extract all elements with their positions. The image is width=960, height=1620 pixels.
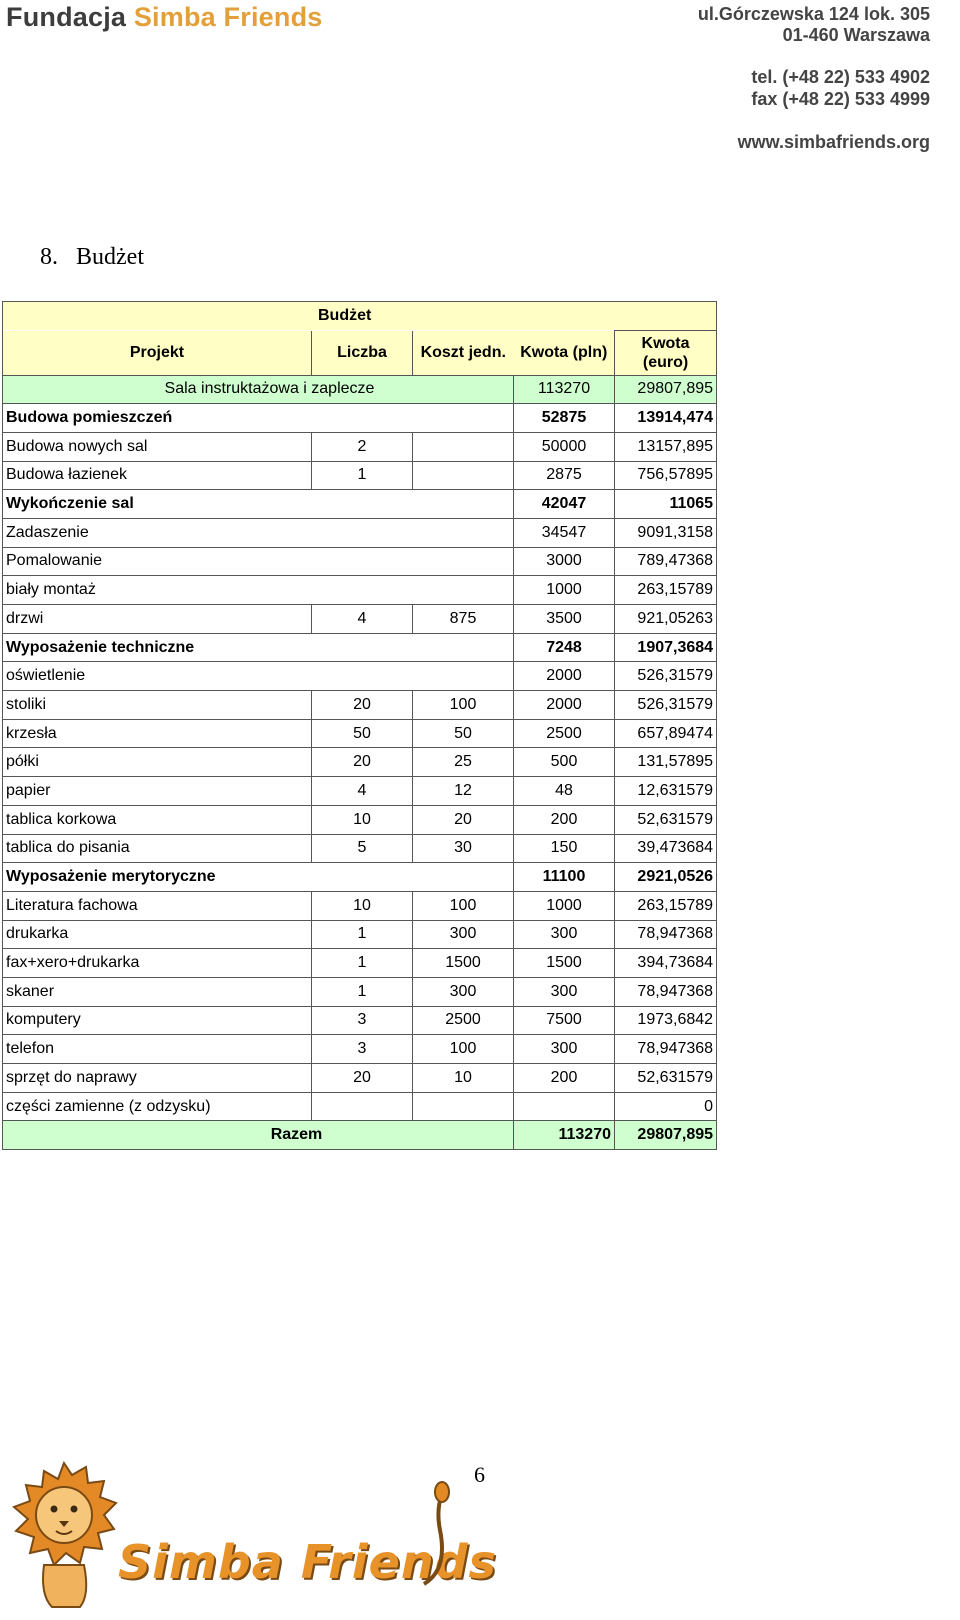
contact-block xyxy=(751,66,930,110)
cell-liczba: 1 xyxy=(312,920,413,949)
cell-kwota-pln: 2000 xyxy=(514,691,615,720)
cell-name: komputery xyxy=(3,1006,312,1035)
cell-kwota-euro: 13914,474 xyxy=(615,404,717,433)
cell-liczba: 3 xyxy=(312,1006,413,1035)
cell-kwota-euro: 526,31579 xyxy=(615,662,717,691)
budget-table xyxy=(2,301,717,1150)
cell-kwota-euro: 78,947368 xyxy=(615,920,717,949)
cell-kwota-pln: 52875 xyxy=(514,404,615,433)
cell-kwota-euro: 789,47368 xyxy=(615,547,717,576)
cell-kwota-euro: 39,473684 xyxy=(615,834,717,863)
table-row xyxy=(3,1006,717,1035)
cell-koszt xyxy=(413,1092,514,1121)
address-line2: 01-460 Warszawa xyxy=(782,25,930,45)
table-caption: Budżet xyxy=(3,302,717,331)
cell-kwota-euro: 52,631579 xyxy=(615,1064,717,1093)
address-line1: ul.Górczewska 124 lok. 305 xyxy=(697,4,930,24)
cell-name: telefon xyxy=(3,1035,312,1064)
cell-kwota-pln: 200 xyxy=(514,1064,615,1093)
cell-liczba: 5 xyxy=(312,834,413,863)
cell-kwota-euro: 1973,6842 xyxy=(615,1006,717,1035)
org-prefix: Fundacja xyxy=(6,2,127,32)
address-block xyxy=(698,4,930,46)
table-row xyxy=(3,1092,717,1121)
cell-name: stoliki xyxy=(3,691,312,720)
table-row xyxy=(3,748,717,777)
cell-name: biały montaż xyxy=(3,576,514,605)
fax-line: fax (+48 22) 533 4999 xyxy=(751,89,930,109)
cell-kwota-pln: 2500 xyxy=(514,719,615,748)
cell-liczba: 1 xyxy=(312,977,413,1006)
cell-kwota-euro: 12,631579 xyxy=(615,777,717,806)
cell-liczba: 10 xyxy=(312,805,413,834)
cell-koszt: 100 xyxy=(413,691,514,720)
table-row xyxy=(3,490,717,519)
table-row xyxy=(3,920,717,949)
table-row xyxy=(3,863,717,892)
tel-line: tel. (+48 22) 533 4902 xyxy=(751,67,930,87)
cell-name: oświetlenie xyxy=(3,662,514,691)
cell-liczba: 1 xyxy=(312,461,413,490)
cell-koszt: 12 xyxy=(413,777,514,806)
cell-name: Literatura fachowa xyxy=(3,891,312,920)
group-pln: 113270 xyxy=(514,375,615,404)
cell-koszt: 20 xyxy=(413,805,514,834)
cell-name: tablica do pisania xyxy=(3,834,312,863)
cell-kwota-euro: 78,947368 xyxy=(615,977,717,1006)
table-row xyxy=(3,834,717,863)
cell-name: Wyposażenie merytoryczne xyxy=(3,863,514,892)
cell-name: papier xyxy=(3,777,312,806)
table-row xyxy=(3,719,717,748)
cell-name: części zamienne (z odzysku) xyxy=(3,1092,312,1121)
cell-kwota-euro: 263,15789 xyxy=(615,576,717,605)
cell-koszt: 1500 xyxy=(413,949,514,978)
cell-kwota-euro: 78,947368 xyxy=(615,1035,717,1064)
cell-kwota-euro: 11065 xyxy=(615,490,717,519)
cell-kwota-euro: 394,73684 xyxy=(615,949,717,978)
table-row xyxy=(3,949,717,978)
cell-kwota-pln: 7500 xyxy=(514,1006,615,1035)
cell-kwota-euro: 921,05263 xyxy=(615,605,717,634)
cell-liczba: 2 xyxy=(312,432,413,461)
cell-name: Budowa łazienek xyxy=(3,461,312,490)
lion-tail-icon xyxy=(418,1480,458,1590)
group-name: Sala instruktażowa i zaplecze xyxy=(3,375,514,404)
table-row xyxy=(3,576,717,605)
cell-kwota-pln: 2000 xyxy=(514,662,615,691)
cell-koszt: 50 xyxy=(413,719,514,748)
header-kwota-pln: Kwota (pln) xyxy=(514,331,615,376)
cell-kwota-pln: 3500 xyxy=(514,605,615,634)
cell-liczba: 4 xyxy=(312,605,413,634)
table-row xyxy=(3,432,717,461)
table-row xyxy=(3,633,717,662)
table-row xyxy=(3,518,717,547)
header-liczba: Liczba xyxy=(312,331,413,376)
cell-name: Wyposażenie techniczne xyxy=(3,633,514,662)
cell-kwota-pln: 34547 xyxy=(514,518,615,547)
cell-koszt: 10 xyxy=(413,1064,514,1093)
cell-liczba: 4 xyxy=(312,777,413,806)
cell-liczba: 1 xyxy=(312,949,413,978)
cell-name: Zadaszenie xyxy=(3,518,514,547)
lion-icon xyxy=(4,1455,124,1615)
table-row xyxy=(3,805,717,834)
cell-kwota-pln: 7248 xyxy=(514,633,615,662)
cell-kwota-pln: 150 xyxy=(514,834,615,863)
cell-koszt: 875 xyxy=(413,605,514,634)
website-link[interactable]: www.simbafriends.org xyxy=(737,132,930,152)
cell-koszt: 100 xyxy=(413,891,514,920)
table-row xyxy=(3,662,717,691)
header-projekt: Projekt xyxy=(3,331,312,376)
cell-name: Budowa pomieszczeń xyxy=(3,404,514,433)
cell-koszt: 30 xyxy=(413,834,514,863)
total-euro: 29807,895 xyxy=(615,1121,717,1150)
cell-name: drzwi xyxy=(3,605,312,634)
cell-name: Wykończenie sal xyxy=(3,490,514,519)
cell-kwota-euro: 1907,3684 xyxy=(615,633,717,662)
cell-kwota-euro: 2921,0526 xyxy=(615,863,717,892)
cell-kwota-pln: 50000 xyxy=(514,432,615,461)
cell-kwota-pln: 300 xyxy=(514,920,615,949)
cell-kwota-pln: 200 xyxy=(514,805,615,834)
group-euro: 29807,895 xyxy=(615,375,717,404)
cell-name: sprzęt do naprawy xyxy=(3,1064,312,1093)
cell-kwota-pln: 300 xyxy=(514,1035,615,1064)
total-pln: 113270 xyxy=(514,1121,615,1150)
cell-kwota-euro: 131,57895 xyxy=(615,748,717,777)
cell-kwota-euro: 263,15789 xyxy=(615,891,717,920)
table-row xyxy=(3,1064,717,1093)
cell-name: drukarka xyxy=(3,920,312,949)
cell-liczba: 50 xyxy=(312,719,413,748)
cell-koszt: 300 xyxy=(413,920,514,949)
table-caption-row xyxy=(3,302,717,331)
section-number: 8. xyxy=(40,244,58,270)
footer-logo-text: Simba Friends xyxy=(118,1535,497,1589)
cell-liczba: 3 xyxy=(312,1035,413,1064)
cell-kwota-pln: 1000 xyxy=(514,891,615,920)
cell-name: skaner xyxy=(3,977,312,1006)
org-name: Simba Friends xyxy=(133,2,323,32)
table-row xyxy=(3,1035,717,1064)
total-row xyxy=(3,1121,717,1150)
cell-name: krzesła xyxy=(3,719,312,748)
table-row xyxy=(3,404,717,433)
cell-kwota-pln xyxy=(514,1092,615,1121)
table-row xyxy=(3,777,717,806)
cell-kwota-pln: 48 xyxy=(514,777,615,806)
cell-koszt xyxy=(413,461,514,490)
cell-kwota-pln: 500 xyxy=(514,748,615,777)
cell-koszt: 100 xyxy=(413,1035,514,1064)
cell-kwota-euro: 657,89474 xyxy=(615,719,717,748)
header-kwota-euro: Kwota (euro) xyxy=(615,331,717,376)
total-label: Razem xyxy=(3,1121,514,1150)
section-title: Budżet xyxy=(76,244,144,270)
cell-name: półki xyxy=(3,748,312,777)
cell-kwota-pln: 2875 xyxy=(514,461,615,490)
cell-kwota-euro: 526,31579 xyxy=(615,691,717,720)
group-row xyxy=(3,375,717,404)
cell-kwota-pln: 1500 xyxy=(514,949,615,978)
cell-name: fax+xero+drukarka xyxy=(3,949,312,978)
cell-liczba: 20 xyxy=(312,1064,413,1093)
header-koszt: Koszt jedn. xyxy=(413,331,514,376)
cell-koszt: 25 xyxy=(413,748,514,777)
table-row xyxy=(3,691,717,720)
cell-kwota-euro: 756,57895 xyxy=(615,461,717,490)
cell-name: Pomalowanie xyxy=(3,547,514,576)
cell-koszt: 2500 xyxy=(413,1006,514,1035)
cell-kwota-euro: 0 xyxy=(615,1092,717,1121)
section-heading xyxy=(40,244,144,271)
cell-kwota-euro: 13157,895 xyxy=(615,432,717,461)
table-row xyxy=(3,605,717,634)
cell-kwota-pln: 42047 xyxy=(514,490,615,519)
table-row xyxy=(3,547,717,576)
cell-liczba: 10 xyxy=(312,891,413,920)
cell-liczba: 20 xyxy=(312,691,413,720)
table-header-row xyxy=(3,331,717,376)
cell-kwota-euro: 9091,3158 xyxy=(615,518,717,547)
org-name-header xyxy=(6,2,322,33)
cell-koszt xyxy=(413,432,514,461)
cell-kwota-pln: 11100 xyxy=(514,863,615,892)
cell-kwota-euro: 52,631579 xyxy=(615,805,717,834)
cell-liczba: 20 xyxy=(312,748,413,777)
table-row xyxy=(3,461,717,490)
table-row xyxy=(3,891,717,920)
cell-kwota-pln: 1000 xyxy=(514,576,615,605)
cell-koszt: 300 xyxy=(413,977,514,1006)
cell-liczba xyxy=(312,1092,413,1121)
cell-kwota-pln: 3000 xyxy=(514,547,615,576)
page-number: 6 xyxy=(474,1462,485,1487)
cell-name: Budowa nowych sal xyxy=(3,432,312,461)
cell-kwota-pln: 300 xyxy=(514,977,615,1006)
cell-name: tablica korkowa xyxy=(3,805,312,834)
table-row xyxy=(3,977,717,1006)
